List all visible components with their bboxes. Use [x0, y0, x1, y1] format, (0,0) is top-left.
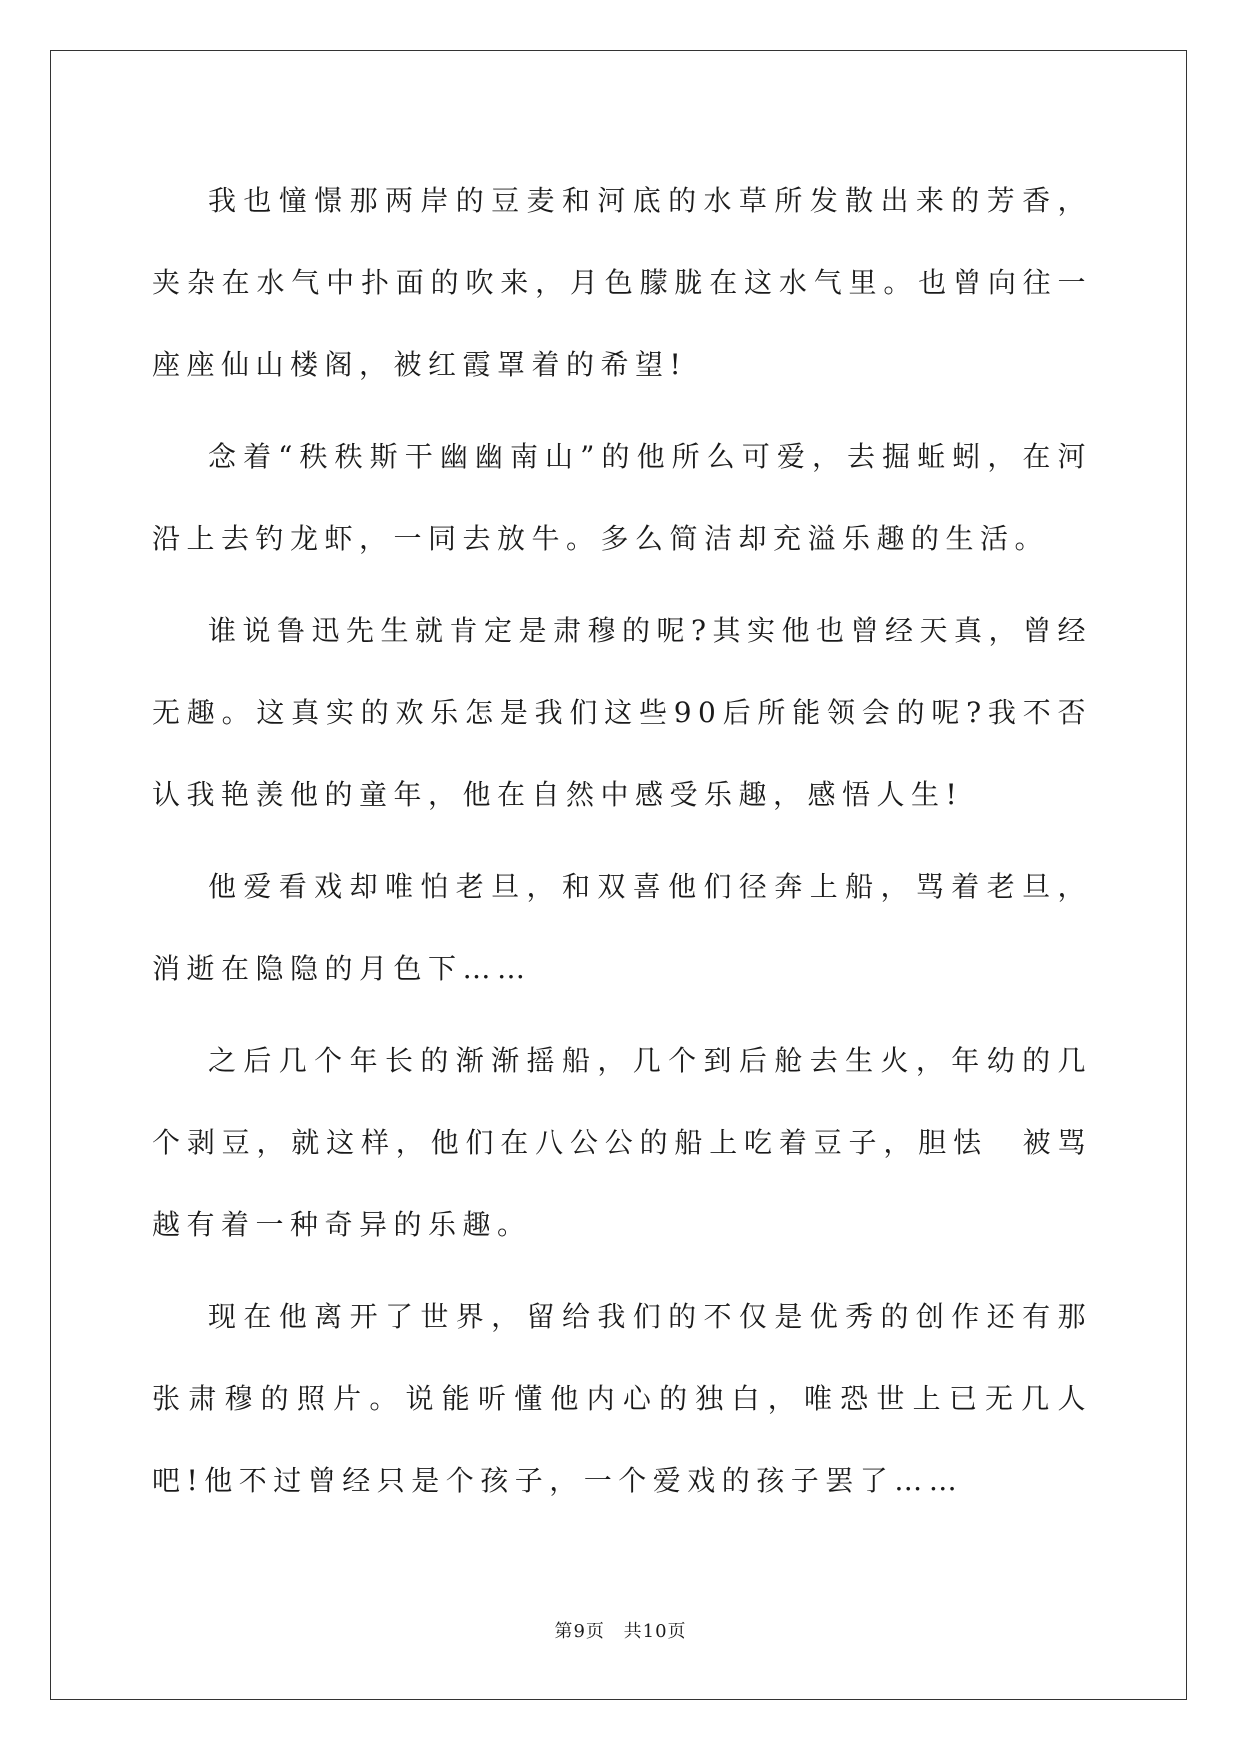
paragraph-4: 他爱看戏却唯怕老旦，和双喜他们径奔上船，骂着老旦，消逝在隐隐的月色下……	[152, 870, 1092, 985]
paragraph-2: 念着“秩秩斯干幽幽南山”的他所么可爱，去掘蚯蚓，在河沿上去钓龙虾，一同去放牛。多么简洁却充溢乐趣的生活。	[152, 440, 1092, 555]
page-total: 共10页	[623, 1621, 687, 1642]
page-number: 第9页	[554, 1621, 605, 1642]
paragraph-6: 现在他离开了世界，留给我们的不仅是优秀的创作还有那张肃穆的照片。说能听懂他内心的独白，唯恐世上已无几人吧!他不过曾经只是个孩子，一个爱戏的孩子罢了……	[152, 1300, 1092, 1497]
paragraph-3: 谁说鲁迅先生就肯定是肃穆的呢?其实他也曾经天真，曾经无趣。这真实的欢乐怎是我们这些90后所能领会的呢?我不否认我艳羡他的童年，他在自然中感受乐趣，感悟人生!	[152, 614, 1093, 811]
paragraph-1: 我也憧憬那两岸的豆麦和河底的水草所发散出来的芳香，夹杂在水气中扑面的吹来，月色朦胧在这水气里。也曾向往一座座仙山楼阁，被红霞罩着的希望!	[152, 184, 1092, 381]
page-footer	[0, 1617, 1241, 1643]
document-body	[152, 160, 1092, 1532]
paragraph-5: 之后几个年长的渐渐摇船，几个到后舱去生火，年幼的几个剥豆，就这样，他们在八公公的船上吃着豆子，胆怯 被骂越有着一种奇异的乐趣。	[152, 1044, 1092, 1241]
